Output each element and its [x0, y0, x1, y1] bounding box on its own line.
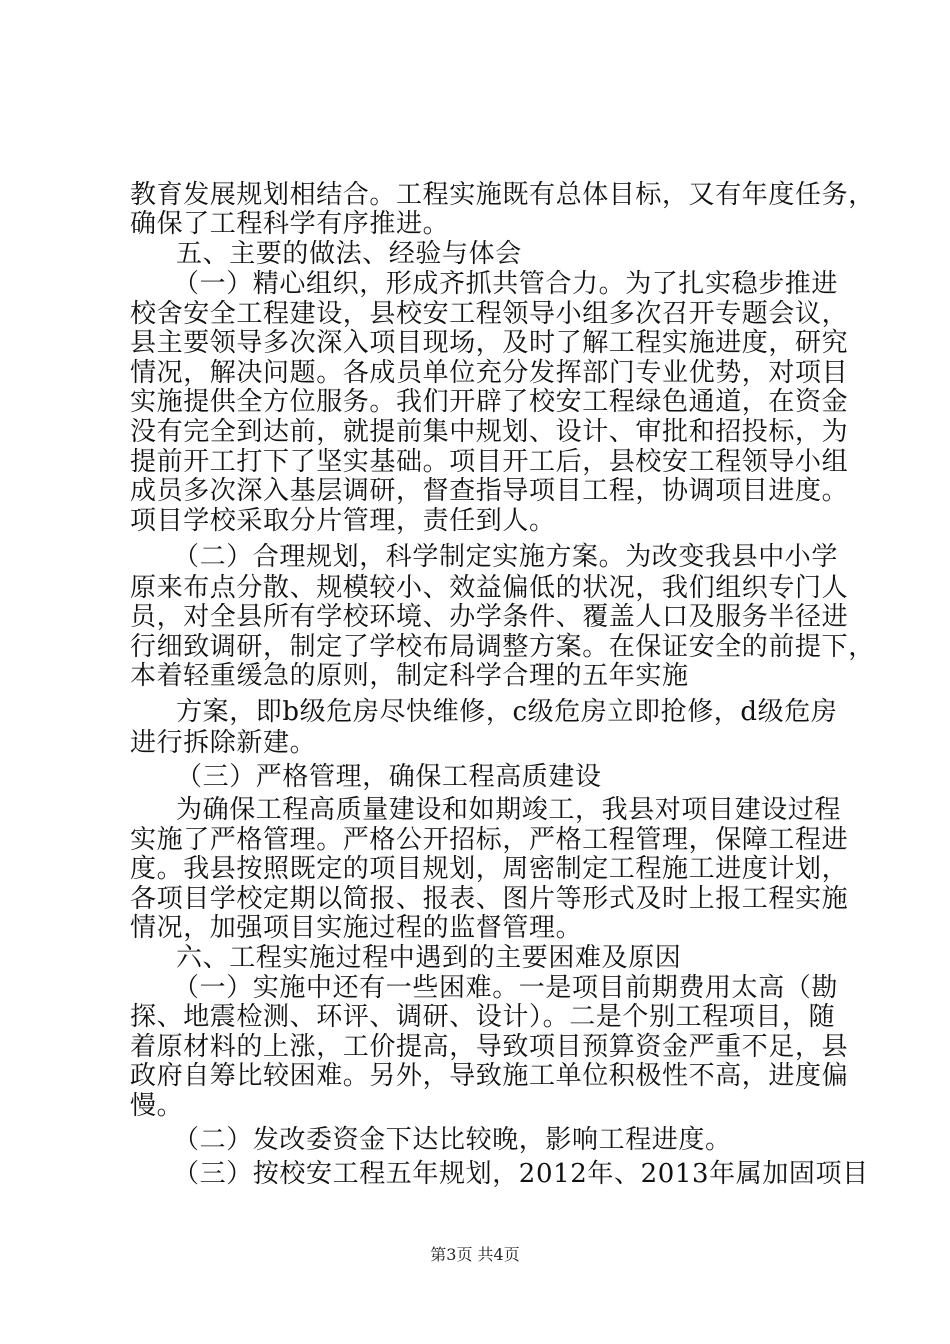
text-line: 慢。: [130, 1091, 184, 1121]
text-line: （二）发改委资金下达比较晚，影响工程进度。: [173, 1125, 732, 1155]
text-line: 教育发展规划相结合。工程实施既有总体目标，又有年度任务，: [130, 180, 875, 210]
page-number: 第3页 共4页: [430, 1245, 520, 1264]
text-line: 没有完全到达前，就提前集中规划、设计、审批和招投标，为: [130, 417, 849, 447]
text-line: 本着轻重缓急的原则，制定科学合理的五年实施: [130, 661, 689, 691]
subsection-heading: （三）严格管理，确保工程高质建设: [176, 762, 602, 792]
text-line: （二）合理规划，科学制定实施方案。为改变我县中小学: [173, 542, 839, 572]
text-line: 政府自筹比较困难。另外，导致施工单位积极性不高，进度偏: [130, 1061, 849, 1091]
text-line: 度。我县按照既定的项目规划，周密制定工程施工进度计划，: [130, 854, 849, 884]
text-line: 进行拆除新建。: [130, 728, 317, 758]
text-line: 确保了工程科学有序推进。: [130, 209, 450, 239]
section-heading: 五、主要的做法、经验与体会: [176, 239, 522, 269]
text-line: 原来布点分散、规模较小、效益偏低的状况，我们组织专门人: [130, 573, 849, 603]
text-line: （一）精心组织，形成齐抓共管合力。为了扎实稳步推进: [173, 269, 839, 299]
text-line: 实施了严格管理。严格公开招标，严格工程管理，保障工程进: [130, 825, 849, 855]
text-line: 校舍安全工程建设，县校安工程领导小组多次召开专题会议，: [130, 299, 849, 329]
text-line: 行细致调研，制定了学校布局调整方案。在保证安全的前提下，: [130, 632, 875, 662]
text-line: 员，对全县所有学校环境、办学条件、覆盖人口及服务半径进: [130, 602, 849, 632]
text-line: （三）按校安工程五年规划，2012年、2013年属加固项目: [173, 1159, 869, 1189]
text-line: 情况，加强项目实施过程的监督管理。: [130, 913, 583, 943]
text-line: （一）实施中还有一些困难。一是项目前期费用太高（勘: [173, 973, 839, 1003]
text-line: 项目学校采取分片管理，责任到人。: [130, 506, 556, 536]
text-line: 成员多次深入基层调研，督查指导项目工程，协调项目进度。: [130, 476, 849, 506]
text-line: 各项目学校定期以简报、报表、图片等形式及时上报工程实施: [130, 884, 849, 914]
text-line: 提前开工打下了坚实基础。项目开工后，县校安工程领导小组: [130, 447, 849, 477]
text-line: 探、地震检测、环评、调研、设计）。二是个别工程项目，随: [130, 1002, 836, 1032]
text-line: 实施提供全方位服务。我们开辟了校安工程绿色通道，在资金: [130, 387, 849, 417]
text-line: 着原材料的上涨，工价提高，导致项目预算资金严重不足，县: [130, 1032, 849, 1062]
section-heading: 六、工程实施过程中遇到的主要困难及原因: [176, 943, 682, 973]
text-line: 县主要领导多次深入项目现场，及时了解工程实施进度，研究: [130, 328, 849, 358]
text-line: 方案，即b级危房尽快维修，c级危房立即抢修，d级危房: [176, 697, 838, 727]
text-line: 情况，解决问题。各成员单位充分发挥部门专业优势，对项目: [130, 358, 849, 388]
text-line: 为确保工程高质量建设和如期竣工，我县对项目建设过程: [176, 795, 842, 825]
